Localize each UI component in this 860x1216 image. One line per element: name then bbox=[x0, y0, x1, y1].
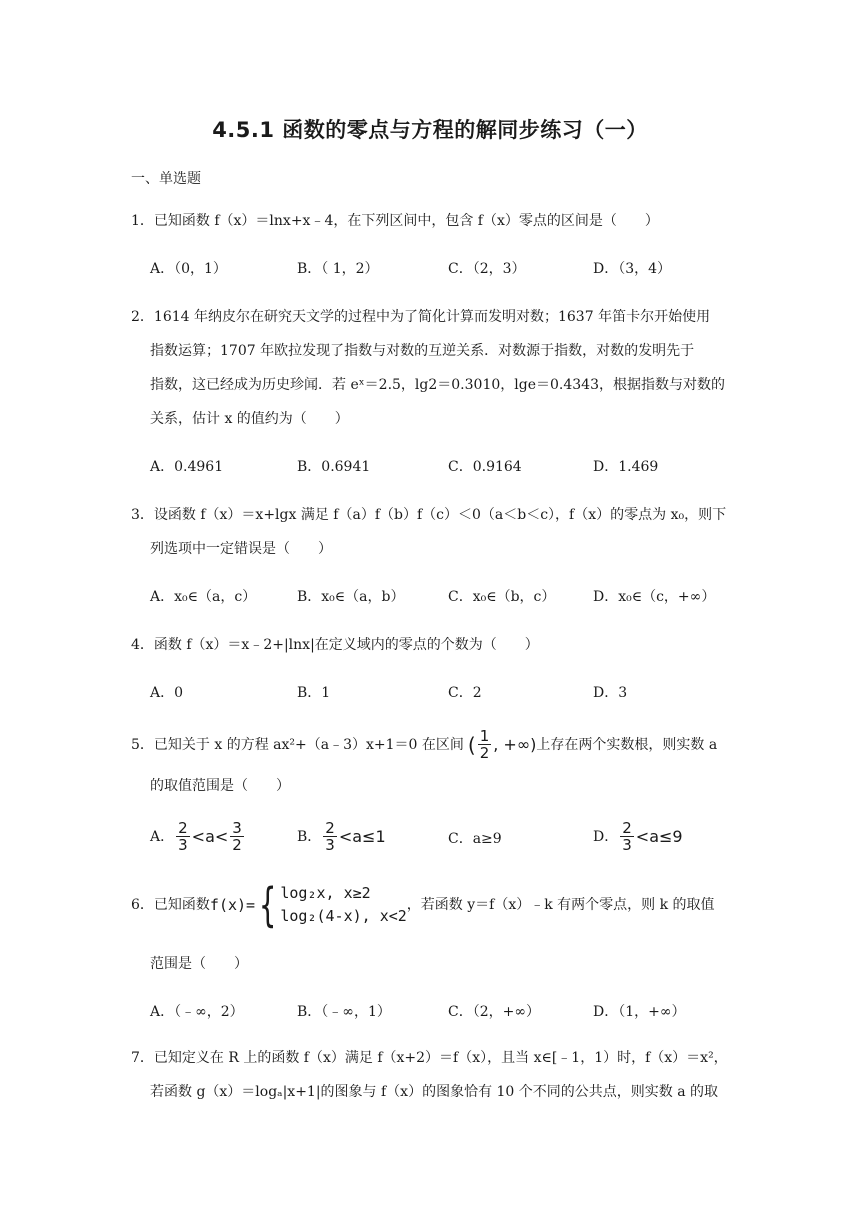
q5-opt-a-frac1 bbox=[176, 820, 190, 853]
question-2-line-1: 2．1614 年纳皮尔在研究天文学的过程中为了简化计算而发明对数；1637 年笛卡尔开始使用 bbox=[131, 309, 711, 325]
left-brace-icon: { bbox=[258, 878, 277, 932]
question-6-line-1 bbox=[131, 878, 715, 932]
question-2-line-3: 指数，这已经成为历史珍闻．若 eˣ＝2.5，lg2＝0.3010，lge＝0.4343，根据指数与对数的 bbox=[150, 377, 725, 393]
q5-opt-b-frac1 bbox=[323, 820, 337, 853]
q5-opt-a-label: A． bbox=[150, 828, 175, 845]
question-3-line-1: 3．设函数 f（x）＝x+lgx 满足 f（a）f（b）f（c）＜0（a＜b＜c），f（x）的零点为 x₀，则下 bbox=[131, 507, 727, 523]
section-heading: 一、单选题 bbox=[131, 171, 201, 187]
q6-cases bbox=[280, 882, 406, 928]
frac-den: 3 bbox=[178, 836, 188, 854]
q4-option-a: A．0 bbox=[150, 685, 184, 701]
question-4-text: 4．函数 f（x）＝x﹣2+|lnx|在定义域内的零点的个数为（ ） bbox=[131, 637, 539, 653]
q6-fx: f(x)= bbox=[209, 896, 256, 914]
q2-option-c: C．0.9164 bbox=[448, 459, 522, 475]
question-2-line-4: 关系，估计 x 的值约为（ ） bbox=[150, 411, 349, 427]
q2-option-d: D．1.469 bbox=[593, 459, 659, 475]
q6-case-1: log₂x, x≥2 bbox=[280, 884, 371, 902]
q5-frac-num: 1 bbox=[479, 727, 490, 745]
q6-option-a: A．（﹣∞，2） bbox=[150, 1004, 244, 1020]
question-2-line-2: 指数运算；1707 年欧拉发现了指数与对数的互逆关系．对数源于指数，对数的发明先于 bbox=[150, 343, 695, 359]
q5-text-post: 上存在两个实数根，则实数 a bbox=[536, 736, 718, 753]
q5-option-a bbox=[150, 820, 246, 853]
q5-opt-d-op: <a≤9 bbox=[635, 826, 683, 846]
q6-option-d: D．（1，+∞） bbox=[593, 1004, 686, 1020]
q3-option-c: C．x₀∈（b，c） bbox=[448, 589, 556, 605]
q5-opt-b-op: <a≤1 bbox=[338, 826, 386, 846]
q6-option-c: C．（2，+∞） bbox=[448, 1004, 541, 1020]
q6-case-2: log₂(4-x), x<2 bbox=[280, 907, 407, 925]
frac-num: 3 bbox=[232, 819, 242, 837]
q6-text-post: ，若函数 y＝f（x）﹣k 有两个零点，则 k 的取值 bbox=[406, 897, 715, 913]
q1-option-b: B．（ 1，2） bbox=[297, 261, 379, 277]
q5-opt-d-label: D． bbox=[593, 828, 619, 845]
question-7-line-2: 若函数 g（x）＝logₐ|x+1|的图象与 f（x）的图象恰有 10 个不同的公共点，则实数 a 的取 bbox=[150, 1084, 719, 1100]
q1-option-d: D．（3，4） bbox=[593, 261, 672, 277]
frac-den: 3 bbox=[325, 836, 335, 854]
q4-option-b: B．1 bbox=[297, 685, 331, 701]
q5-frac-den: 2 bbox=[479, 744, 490, 762]
q6-option-b: B．（﹣∞，1） bbox=[297, 1004, 391, 1020]
question-6-line-2: 范围是（ ） bbox=[150, 956, 248, 972]
q2-option-a: A．0.4961 bbox=[150, 459, 224, 475]
question-1-text: 1．已知函数 f（x）＝lnx+x﹣4，在下列区间中，包含 f（x）零点的区间是（ ） bbox=[131, 213, 659, 229]
q5-option-c: C．a≥9 bbox=[448, 831, 502, 847]
question-7-line-1: 7．已知定义在 R 上的函数 f（x）满足 f（x+2）＝f（x），且当 x∈[﹣1，1）时，f（x）＝x²， bbox=[131, 1050, 728, 1066]
q5-text-pre: 5．已知关于 x 的方程 ax²+（a﹣3）x+1＝0 在区间 bbox=[131, 736, 464, 753]
question-3-line-2: 列选项中一定错误是（ ） bbox=[150, 541, 332, 557]
q5-opt-a-frac2 bbox=[230, 820, 244, 853]
q3-option-d: D．x₀∈（c，+∞） bbox=[593, 589, 716, 605]
question-5-line-2: 的取值范围是（ ） bbox=[150, 778, 290, 794]
q5-interval-open: ( bbox=[467, 732, 476, 757]
frac-num: 2 bbox=[178, 819, 188, 837]
q3-option-b: B．x₀∈（a，b） bbox=[297, 589, 405, 605]
q5-interval-rest: , +∞) bbox=[493, 734, 537, 754]
q4-option-d: D．3 bbox=[593, 685, 628, 701]
frac-den: 2 bbox=[232, 836, 242, 854]
q5-opt-b-label: B． bbox=[297, 828, 322, 845]
q5-interval-fraction bbox=[478, 728, 492, 761]
q5-opt-d-frac1 bbox=[620, 820, 634, 853]
q6-text-pre: 6．已知函数 bbox=[131, 897, 210, 913]
frac-num: 2 bbox=[622, 819, 632, 837]
q5-option-d bbox=[593, 820, 683, 853]
q2-option-b: B．0.6941 bbox=[297, 459, 371, 475]
q1-option-a: A．（0，1） bbox=[150, 261, 227, 277]
q1-option-c: C．（2，3） bbox=[448, 261, 526, 277]
q5-opt-a-op: <a< bbox=[191, 826, 229, 846]
q5-option-b bbox=[297, 820, 386, 853]
page-title: 4.5.1 函数的零点与方程的解同步练习（一） bbox=[212, 118, 648, 142]
q4-option-c: C．2 bbox=[448, 685, 482, 701]
frac-num: 2 bbox=[325, 819, 335, 837]
frac-den: 3 bbox=[622, 836, 632, 854]
q3-option-a: A．x₀∈（a，c） bbox=[150, 589, 257, 605]
q6-piecewise bbox=[255, 878, 407, 932]
question-5-line-1 bbox=[131, 728, 717, 761]
